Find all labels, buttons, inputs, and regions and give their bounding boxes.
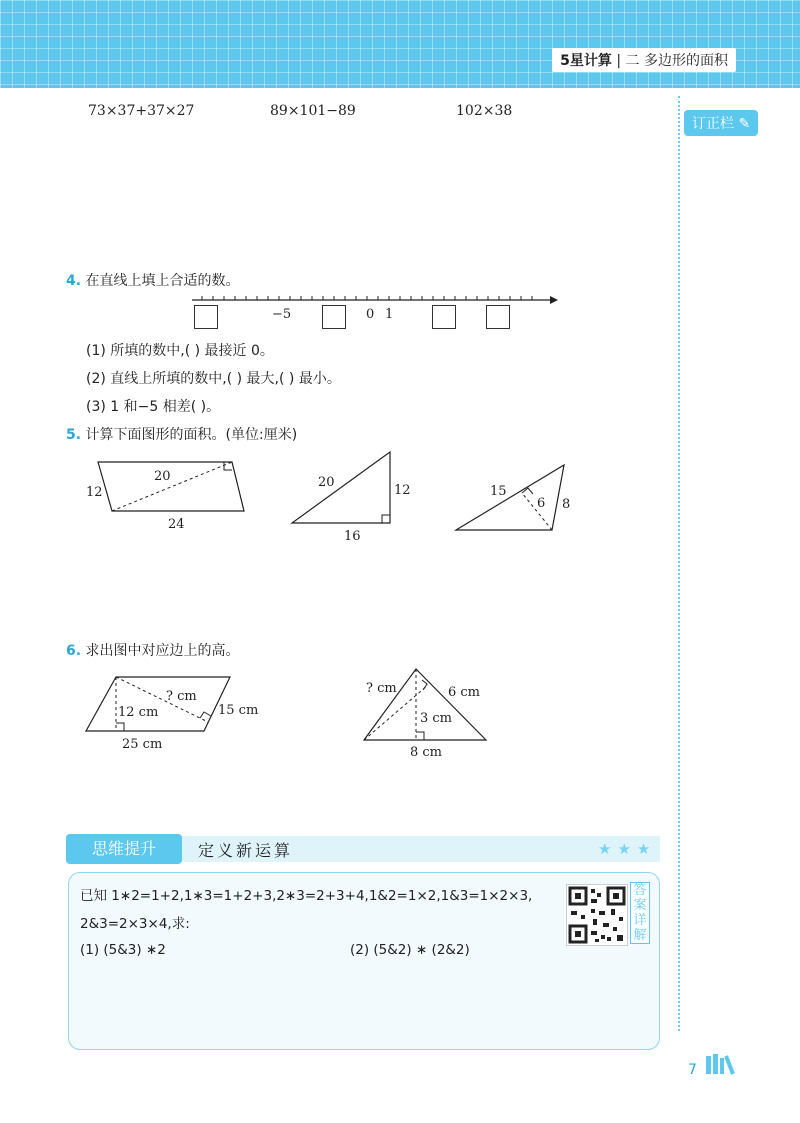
section-label: 二 多边形的面积 <box>625 53 728 69</box>
fig3-side: 15 <box>490 484 507 499</box>
expression-3: 102×38 <box>456 103 513 119</box>
pencil-icon: ✎ <box>738 116 751 132</box>
fig2-base: 16 <box>344 529 361 544</box>
fig3-height: 6 <box>537 496 546 511</box>
fig5-base: 8 cm <box>410 745 443 760</box>
thinking-banner-subtitle: 定义新运算 <box>198 841 294 860</box>
fig1-side: 12 <box>86 485 103 500</box>
correction-column-tag: 订正栏 ✎ <box>684 110 758 136</box>
fig1-base: 24 <box>168 517 185 532</box>
question-4-title: 4. 在直线上填上合适的数。 <box>66 273 240 289</box>
fig5-side: 6 cm <box>448 685 481 700</box>
label-neg5: −5 <box>272 307 292 322</box>
fig4-height: 12 cm <box>118 705 159 720</box>
qr-code-icon[interactable] <box>566 884 628 946</box>
difficulty-stars: ★★★ <box>598 840 657 858</box>
fig5-unknown: ? cm <box>366 681 397 696</box>
thinking-line2: 2&3=2×3×4,求: <box>80 916 190 932</box>
thinking-line1: 已知 1∗2=1+2,1∗3=1+2+3,2∗3=2+3+4,1&2=1×2,1&3=1×2×3, <box>80 888 533 904</box>
label-one: 1 <box>385 307 394 322</box>
fig5-height: 3 cm <box>420 711 453 726</box>
label-zero: 0 <box>366 307 375 322</box>
question-5-title: 5. 计算下面图形的面积。(单位:厘米) <box>66 427 298 443</box>
fig3-side2: 8 <box>562 497 571 512</box>
thinking-part1: (1) (5&3) ∗2 <box>80 942 166 958</box>
answer-details-label[interactable]: 答案详解 <box>630 882 650 944</box>
page-number: 7 <box>688 1062 697 1078</box>
q4-sub2: (2) 直线上所填的数中,( ) 最大,( ) 最小。 <box>86 371 341 387</box>
thinking-part2: (2) (5&2) ∗ (2&2) <box>350 942 470 958</box>
fig4-base: 25 cm <box>122 737 163 752</box>
series-label: 5星计算 <box>560 53 612 69</box>
expression-2: 89×101−89 <box>270 103 356 119</box>
question-6-title: 6. 求出图中对应边上的高。 <box>66 643 240 659</box>
header-tag: 5星计算 | 二 多边形的面积 <box>552 48 736 72</box>
fig4-unknown: ? cm <box>166 689 197 704</box>
expression-1: 73×37+37×27 <box>88 103 195 119</box>
fig1-diagonal: 20 <box>154 469 171 484</box>
thinking-banner-title: 思维提升 <box>66 834 182 864</box>
q4-sub3: (3) 1 和−5 相差( )。 <box>86 399 221 415</box>
fig4-side: 15 cm <box>218 703 259 718</box>
books-icon <box>706 1052 736 1076</box>
fig2-height: 12 <box>394 483 411 498</box>
q4-sub1: (1) 所填的数中,( ) 最接近 0。 <box>86 343 274 359</box>
fig2-hyp: 20 <box>318 475 335 490</box>
